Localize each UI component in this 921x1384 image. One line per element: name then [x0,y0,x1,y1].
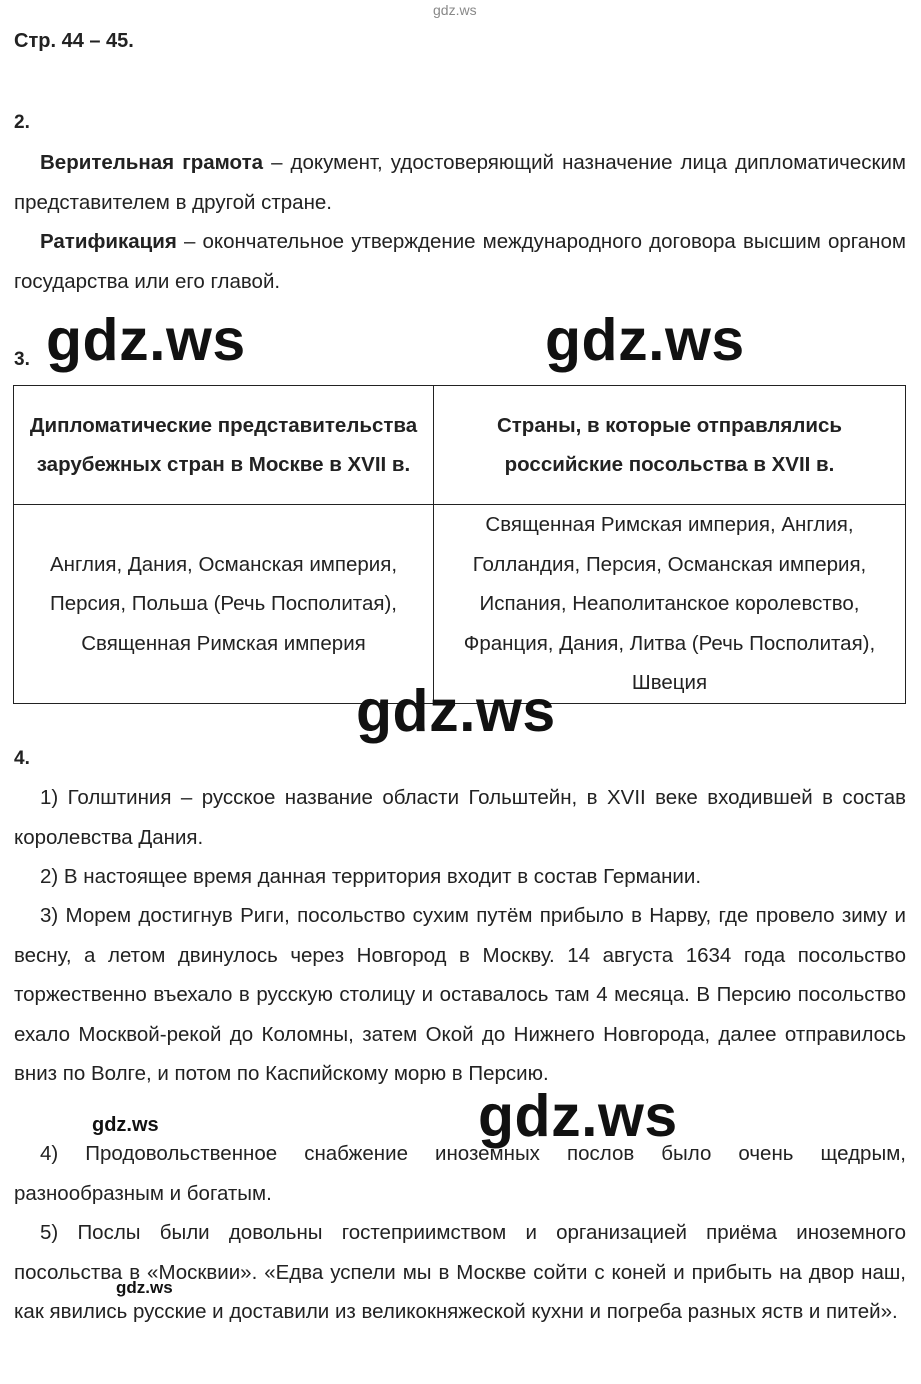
table-header-cell: Страны, в которые отправлялись российские посольства в XVII в. [434,386,906,505]
table-header-row [14,386,906,505]
watermark-1: gdz.ws [46,307,246,373]
watermark-top: gdz.ws [433,2,477,18]
definition-credentials [14,143,906,222]
table-cell: Священная Римская империя, Англия, Голландия, Персия, Османская империя, Испания, Неаполитанское королевство, Франция, Дания, Литва (Речь Посполитая), Швеция [434,505,906,704]
page-reference: Стр. 44 – 45. [14,30,134,52]
term-credentials: Верительная грамота [40,151,264,174]
definition-credentials-text: – документ, удостоверяющий назначение лица дипломатическим представителем в другой стране. [14,151,906,214]
definition-ratification-text: – окончательное утверждение международного договора высшим органом государства или его главой. [14,230,906,293]
list-item: 4) Продовольственное снабжение иноземных послов было очень щедрым, разнообразным и богатым. [14,1142,906,1205]
table-header-cell: Дипломатические представительства зарубежных стран в Москве в XVII в. [14,386,434,505]
list-item: 1) Голштиния – русское название области Гольштейн, в XVII веке входившей в состав королевства Дания. [14,786,906,849]
watermark-5: gdz.ws [92,1114,159,1136]
watermark-6: gdz.ws [116,1278,173,1297]
list-item: 3) Морем достигнув Риги, посольство сухим путём прибыло в Нарву, где провело зиму и весну, а летом двинулось через Новгород в Москву. 14 августа 1634 года посольство торжественно въехало в русскую столицу и оставалось там 4 месяца. В Персию посольство ехало Москвой-рекой до Коломны, затем Окой до Нижнего Новгорода, далее отправилось вниз по Волге, и потом по Каспийскому морю в Персию. [14,904,906,1085]
term-ratification: Ратификация [40,230,177,253]
section-4-number: 4. [14,748,30,769]
section-3-number: 3. [14,349,30,370]
table-row [14,505,906,704]
watermark-4: gdz.ws [478,1083,678,1149]
list-item: 5) Послы были довольны гостеприимством и организацией приёма иноземного посольства в «Москвии». «Едва успели мы в Москве сойти с коней и прибыть на двор наш, как явились русские и доставили из великокняжеской кухни и погреба разных яств и питей». [14,1221,906,1323]
watermark-2: gdz.ws [545,307,745,373]
embassies-table [13,385,906,704]
list-item: 2) В настоящее время данная территория входит в состав Германии. [40,865,702,888]
section-2-number: 2. [14,112,30,133]
table-cell: Англия, Дания, Османская империя, Персия, Польша (Речь Посполитая), Священная Римская империя [14,505,434,704]
watermark-3: gdz.ws [356,678,556,744]
definition-ratification [14,222,906,301]
